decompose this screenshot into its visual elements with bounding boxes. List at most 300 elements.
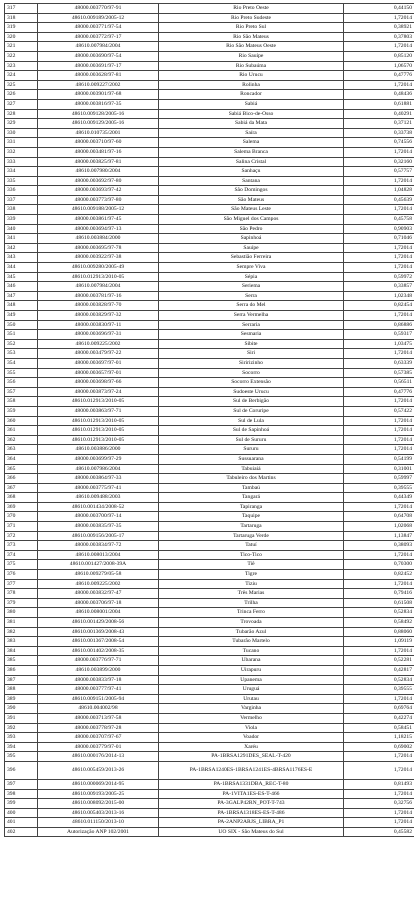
factor-value-cell: 0,59972 (344, 272, 414, 282)
table-row (5, 704, 414, 714)
factor-value-cell: 0,40291 (344, 109, 414, 119)
process-number-cell: 48610.009280/2005-49 (38, 263, 159, 273)
field-name-cell: Serra do Mel (159, 301, 344, 311)
factor-value-cell: 0,82452 (344, 570, 414, 580)
factor-value-cell: 0,47776 (344, 387, 414, 397)
row-number-cell: 338 (5, 205, 38, 215)
field-name-cell: Tico-Tico (159, 550, 344, 560)
field-name-cell: Rio Subaúma (159, 61, 344, 71)
factor-value-cell: 0,56511 (344, 378, 414, 388)
field-name-cell: Sibite (159, 339, 344, 349)
table-row (5, 195, 414, 205)
row-number-cell: 391 (5, 713, 38, 723)
field-name-cell: Rio Preto Oeste (159, 4, 344, 14)
factor-value-cell: 1,03475 (344, 339, 414, 349)
table-row (5, 637, 414, 647)
table-row (5, 416, 414, 426)
factor-value-cell: 1,72014 (344, 263, 414, 273)
field-name-cell: PA-1BRSA1291DES_SEAL-T-420 (159, 752, 344, 762)
row-number-cell: 365 (5, 464, 38, 474)
factor-value-cell: 0,86886 (344, 320, 414, 330)
table-row (5, 176, 414, 186)
process-number-cell: 48000.003698/97-66 (38, 378, 159, 388)
factor-value-cell: 0,58492 (344, 618, 414, 628)
row-number-cell: 326 (5, 90, 38, 100)
table-row (5, 263, 414, 273)
field-name-cell: Santana (159, 176, 344, 186)
row-number-cell: 397 (5, 779, 38, 789)
row-number-cell: 392 (5, 723, 38, 733)
table-row (5, 799, 414, 809)
field-name-cell: Sul de Berbigão (159, 397, 344, 407)
factor-value-cell: 1,72014 (344, 13, 414, 23)
factor-value-cell: 0,57422 (344, 406, 414, 416)
row-number-cell: 348 (5, 301, 38, 311)
row-number-cell: 321 (5, 42, 38, 52)
row-number-cell: 358 (5, 397, 38, 407)
factor-value-cell: 1,72014 (344, 761, 414, 779)
table-row (5, 445, 414, 455)
process-number-cell: 48000.003691/97-17 (38, 61, 159, 71)
row-number-cell: 329 (5, 119, 38, 129)
process-number-cell: 48000.003771/97-54 (38, 23, 159, 33)
field-name-cell: São Miguel dos Campos (159, 215, 344, 225)
row-number-cell: 395 (5, 752, 38, 762)
field-name-cell: Sudoeste Urucu (159, 387, 344, 397)
fields-table (4, 3, 414, 837)
process-number-cell: 48610.007980/2004 (38, 167, 159, 177)
process-number-cell: 48000.003777/97-41 (38, 685, 159, 695)
process-number-cell: 48000.003628/97-81 (38, 71, 159, 81)
table-row (5, 646, 414, 656)
field-name-cell: Uruguá (159, 685, 344, 695)
row-number-cell: 331 (5, 138, 38, 148)
table-row (5, 560, 414, 570)
process-number-cell: 48000.003696/97-31 (38, 330, 159, 340)
factor-value-cell: 0,79416 (344, 589, 414, 599)
table-row (5, 474, 414, 484)
factor-value-cell: 1,72014 (344, 176, 414, 186)
table-row (5, 789, 414, 799)
field-name-cell: Uirapuru (159, 665, 344, 675)
process-number-cell: 48000.003864/97-33 (38, 474, 159, 484)
process-number-cell: 48610.012913/2010-05 (38, 426, 159, 436)
table-row (5, 224, 414, 234)
row-number-cell: 372 (5, 531, 38, 541)
table-row (5, 301, 414, 311)
field-name-cell: Xaréu (159, 742, 344, 752)
row-number-cell: 384 (5, 646, 38, 656)
field-name-cell: Socorro (159, 368, 344, 378)
process-number-cell: 48000.003873/97-24 (38, 387, 159, 397)
row-number-cell: 393 (5, 733, 38, 743)
process-number-cell: 48610.000176/2014-13 (38, 752, 159, 762)
factor-value-cell: 1,72014 (344, 80, 414, 90)
table-row (5, 339, 414, 349)
process-number-cell: 48610.001369/2008-43 (38, 627, 159, 637)
field-name-cell: Tabuiaiá (159, 464, 344, 474)
process-number-cell: 48610.001434/2008-52 (38, 502, 159, 512)
table-row (5, 186, 414, 196)
process-number-cell: 48610.008092/2015-00 (38, 799, 159, 809)
factor-value-cell: 0,39555 (344, 685, 414, 695)
table-row (5, 349, 414, 359)
field-name-cell: Sururu (159, 445, 344, 455)
table-row (5, 128, 414, 138)
row-number-cell: 319 (5, 23, 38, 33)
table-row (5, 483, 414, 493)
factor-value-cell: 1,72014 (344, 147, 414, 157)
process-number-cell: 48610.012913/2010-05 (38, 397, 159, 407)
field-name-cell: Trinca Ferro (159, 608, 344, 618)
field-name-cell: Ubarana (159, 656, 344, 666)
row-number-cell: 324 (5, 71, 38, 81)
process-number-cell: 48610.007984/2004 (38, 282, 159, 292)
field-name-cell: Tangará (159, 493, 344, 503)
process-number-cell: 48610.003884/2000 (38, 234, 159, 244)
process-number-cell: 48610.000069/2014-95 (38, 779, 159, 789)
factor-value-cell: 0,70300 (344, 560, 414, 570)
table-row (5, 435, 414, 445)
row-number-cell: 327 (5, 99, 38, 109)
factor-value-cell: 0,33738 (344, 128, 414, 138)
row-number-cell: 363 (5, 445, 38, 455)
process-number-cell: 48000.003861/97-45 (38, 215, 159, 225)
row-number-cell: 339 (5, 215, 38, 225)
process-number-cell: 48610.009151/2005-94 (38, 694, 159, 704)
row-number-cell: 369 (5, 502, 38, 512)
factor-value-cell: 0,45758 (344, 215, 414, 225)
field-name-cell: Tigre (159, 570, 344, 580)
table-row (5, 656, 414, 666)
field-name-cell: Varginha (159, 704, 344, 714)
row-number-cell: 323 (5, 61, 38, 71)
factor-value-cell: 0,45639 (344, 195, 414, 205)
process-number-cell: 48610.009193/2005-25 (38, 789, 159, 799)
factor-value-cell: 1,72014 (344, 426, 414, 436)
factor-value-cell: 0,71046 (344, 234, 414, 244)
process-number-cell: 48000.003694/97-13 (38, 224, 159, 234)
row-number-cell: 381 (5, 618, 38, 628)
process-number-cell: 48610.001367/2008-54 (38, 637, 159, 647)
table-row (5, 358, 414, 368)
process-number-cell: 48000.003779/97-01 (38, 742, 159, 752)
field-name-cell: Urutau (159, 694, 344, 704)
table-row (5, 291, 414, 301)
field-name-cell: Upanema (159, 675, 344, 685)
process-number-cell: 48610.009189/2005-12 (38, 13, 159, 23)
process-number-cell: 48000.003832/97-47 (38, 589, 159, 599)
factor-value-cell: 0,63339 (344, 358, 414, 368)
row-number-cell: 400 (5, 808, 38, 818)
row-number-cell: 330 (5, 128, 38, 138)
row-number-cell: 375 (5, 560, 38, 570)
factor-value-cell: 0,44349 (344, 493, 414, 503)
factor-value-cell: 1,72014 (344, 253, 414, 263)
field-name-cell: Sabiá da Mata (159, 119, 344, 129)
field-name-cell: PA-1BRSA1331DBA_REC-T-80 (159, 779, 344, 789)
factor-value-cell: 1,09119 (344, 637, 414, 647)
field-name-cell: Tucano (159, 646, 344, 656)
row-number-cell: 340 (5, 224, 38, 234)
table-row (5, 589, 414, 599)
field-name-cell: Tapiranga (159, 502, 344, 512)
field-name-cell: Serra (159, 291, 344, 301)
field-name-cell: Sapinhoá (159, 234, 344, 244)
field-name-cell: Sul de Sapinhoá (159, 426, 344, 436)
field-name-cell: Tartaruga (159, 522, 344, 532)
factor-value-cell: 1,72014 (344, 445, 414, 455)
table-row (5, 253, 414, 263)
row-number-cell: 389 (5, 694, 38, 704)
table-row (5, 675, 414, 685)
factor-value-cell: 0,85120 (344, 51, 414, 61)
factor-value-cell: 1,72014 (344, 502, 414, 512)
table-row (5, 387, 414, 397)
process-number-cell: 48000.003829/97-32 (38, 311, 159, 321)
factor-value-cell: 1,72014 (344, 694, 414, 704)
table-row (5, 243, 414, 253)
process-number-cell: 48000.003697/97-01 (38, 358, 159, 368)
process-number-cell: 48000.003775/97-41 (38, 483, 159, 493)
table-row (5, 13, 414, 23)
field-name-cell: Trovoada (159, 618, 344, 628)
field-name-cell: Salema (159, 138, 344, 148)
table-row (5, 23, 414, 33)
factor-value-cell: 0,31001 (344, 464, 414, 474)
process-number-cell: 48610.009128/2005-16 (38, 109, 159, 119)
row-number-cell: 401 (5, 818, 38, 828)
process-number-cell: 48610.010735/2001 (38, 128, 159, 138)
field-name-cell: Serra Vermelha (159, 311, 344, 321)
factor-value-cell: 0,42817 (344, 665, 414, 675)
row-number-cell: 396 (5, 761, 38, 779)
row-number-cell: 388 (5, 685, 38, 695)
factor-value-cell: 0,90903 (344, 224, 414, 234)
process-number-cell: 48000.003692/97-80 (38, 176, 159, 186)
row-number-cell: 346 (5, 282, 38, 292)
factor-value-cell: 0,59317 (344, 330, 414, 340)
table-row (5, 627, 414, 637)
row-number-cell: 394 (5, 742, 38, 752)
table-row (5, 90, 414, 100)
row-number-cell: 367 (5, 483, 38, 493)
factor-value-cell: 1,72014 (344, 349, 414, 359)
factor-value-cell: 1,72014 (344, 550, 414, 560)
table-row (5, 818, 414, 828)
table-row (5, 51, 414, 61)
process-number-cell: 48000.003825/97-81 (38, 157, 159, 167)
factor-value-cell: 0,42274 (344, 713, 414, 723)
process-number-cell: 48000.003707/97-67 (38, 733, 159, 743)
row-number-cell: 402 (5, 827, 38, 837)
process-number-cell: 48000.003835/97-35 (38, 522, 159, 532)
process-number-cell: 48610.004002/98 (38, 704, 159, 714)
process-number-cell: 48000.003863/97-71 (38, 406, 159, 416)
row-number-cell: 352 (5, 339, 38, 349)
field-name-cell: Sul de Sururu (159, 435, 344, 445)
process-number-cell: 48000.003657/97-01 (38, 368, 159, 378)
table-row (5, 426, 414, 436)
row-number-cell: 355 (5, 368, 38, 378)
row-number-cell: 351 (5, 330, 38, 340)
process-number-cell: 48610.012913/2010-05 (38, 435, 159, 445)
fields-table-body (5, 4, 414, 837)
factor-value-cell: 0,64708 (344, 512, 414, 522)
table-row (5, 752, 414, 762)
factor-value-cell: 0,38093 (344, 541, 414, 551)
table-row (5, 99, 414, 109)
process-number-cell: 48610.009156/2005-17 (38, 531, 159, 541)
row-number-cell: 386 (5, 665, 38, 675)
process-number-cell: 48610.005403/2013-16 (38, 808, 159, 818)
table-row (5, 138, 414, 148)
table-row (5, 234, 414, 244)
table-row (5, 531, 414, 541)
factor-value-cell: 0,61881 (344, 99, 414, 109)
factor-value-cell: 1,72014 (344, 416, 414, 426)
factor-value-cell: 0,81493 (344, 779, 414, 789)
process-number-cell: 48610.001427/2008-39A (38, 560, 159, 570)
table-row (5, 147, 414, 157)
process-number-cell: 48000.003695/97-78 (38, 243, 159, 253)
field-name-cell: São Mateus (159, 195, 344, 205)
table-row (5, 694, 414, 704)
factor-value-cell: 0,54199 (344, 454, 414, 464)
factor-value-cell: 0,88060 (344, 627, 414, 637)
process-number-cell: 48610.009227/2002 (38, 80, 159, 90)
row-number-cell: 328 (5, 109, 38, 119)
row-number-cell: 343 (5, 253, 38, 263)
factor-value-cell: 0,74556 (344, 138, 414, 148)
factor-value-cell: 0,37121 (344, 119, 414, 129)
factor-value-cell: 0,82454 (344, 301, 414, 311)
process-number-cell: 48000.003834/97-72 (38, 541, 159, 551)
table-row (5, 406, 414, 416)
field-name-cell: Rio São Mateus (159, 32, 344, 42)
factor-value-cell: 0,44150 (344, 4, 414, 14)
factor-value-cell: 0,52834 (344, 608, 414, 618)
row-number-cell: 317 (5, 4, 38, 14)
table-row (5, 378, 414, 388)
row-number-cell: 349 (5, 311, 38, 321)
factor-value-cell: 0,61508 (344, 598, 414, 608)
table-row (5, 320, 414, 330)
row-number-cell: 332 (5, 147, 38, 157)
row-number-cell: 337 (5, 195, 38, 205)
row-number-cell: 344 (5, 263, 38, 273)
factor-value-cell: 0,33857 (344, 282, 414, 292)
table-row (5, 109, 414, 119)
field-name-cell: Tiê (159, 560, 344, 570)
process-number-cell: 48000.003781/97-16 (38, 291, 159, 301)
row-number-cell: 345 (5, 272, 38, 282)
row-number-cell: 362 (5, 435, 38, 445)
row-number-cell: 357 (5, 387, 38, 397)
process-number-cell: 48000.003833/97-18 (38, 675, 159, 685)
table-row (5, 541, 414, 551)
row-number-cell: 325 (5, 80, 38, 90)
row-number-cell: 335 (5, 176, 38, 186)
row-number-cell: 368 (5, 493, 38, 503)
process-number-cell: 48610.011150/2013-10 (38, 818, 159, 828)
table-row (5, 808, 414, 818)
table-row (5, 579, 414, 589)
field-name-cell: Siririzinho (159, 358, 344, 368)
process-number-cell: 48000.003830/97-11 (38, 320, 159, 330)
table-row (5, 311, 414, 321)
factor-value-cell: 1,04828 (344, 186, 414, 196)
row-number-cell: 333 (5, 157, 38, 167)
process-number-cell: Autorização ANP 102/2001 (38, 827, 159, 837)
process-number-cell: 48000.003901/97-68 (38, 90, 159, 100)
process-number-cell: 48610.012913/2010-05 (38, 416, 159, 426)
field-name-cell: Trilha (159, 598, 344, 608)
factor-value-cell: 1,72014 (344, 646, 414, 656)
table-row (5, 282, 414, 292)
table-row (5, 368, 414, 378)
field-name-cell: PA-1BRSA1240ES-1BRSA1241ES-4BRSA1176ES-E (159, 761, 344, 779)
table-row (5, 570, 414, 580)
process-number-cell: 48610.009488/2003 (38, 493, 159, 503)
factor-value-cell: 0,32160 (344, 157, 414, 167)
factor-value-cell: 1,72014 (344, 789, 414, 799)
process-number-cell: 48000.003922/97-38 (38, 253, 159, 263)
table-row (5, 522, 414, 532)
process-number-cell: 48610.008001/2004 (38, 608, 159, 618)
row-number-cell: 318 (5, 13, 38, 23)
process-number-cell: 48000.003690/97-54 (38, 51, 159, 61)
row-number-cell: 390 (5, 704, 38, 714)
table-row (5, 119, 414, 129)
field-name-cell: Taquipe (159, 512, 344, 522)
field-name-cell: Sépia (159, 272, 344, 282)
field-name-cell: Sul de Coruripe (159, 406, 344, 416)
process-number-cell: 48000.003828/97-70 (38, 301, 159, 311)
table-row (5, 665, 414, 675)
field-name-cell: Tatuí (159, 541, 344, 551)
field-name-cell: Siri (159, 349, 344, 359)
factor-value-cell: 1,72014 (344, 808, 414, 818)
field-name-cell: Sussuarana (159, 454, 344, 464)
row-number-cell: 350 (5, 320, 38, 330)
row-number-cell: 364 (5, 454, 38, 464)
row-number-cell: 387 (5, 675, 38, 685)
table-row (5, 598, 414, 608)
process-number-cell: 48000.003776/97-71 (38, 656, 159, 666)
factor-value-cell: 0,32756 (344, 799, 414, 809)
process-number-cell: 48610.012913/2010-05 (38, 272, 159, 282)
row-number-cell: 383 (5, 637, 38, 647)
process-number-cell: 48610.009225/2002 (38, 579, 159, 589)
field-name-cell: PA-1BRSA1318ES-ES-T-486 (159, 808, 344, 818)
field-name-cell: Sauípe (159, 243, 344, 253)
field-name-cell: Sul de Lula (159, 416, 344, 426)
row-number-cell: 374 (5, 550, 38, 560)
row-number-cell: 360 (5, 416, 38, 426)
table-row (5, 550, 414, 560)
process-number-cell: 48610.008013/2004 (38, 550, 159, 560)
process-number-cell: 48000.003479/97-22 (38, 349, 159, 359)
factor-value-cell: 1,06570 (344, 61, 414, 71)
factor-value-cell: 1,18215 (344, 733, 414, 743)
table-row (5, 493, 414, 503)
field-name-cell: PA-2ANP2ARJS_LIBRA_P1 (159, 818, 344, 828)
field-name-cell: São Domingos (159, 186, 344, 196)
field-name-cell: Salina Cristal (159, 157, 344, 167)
row-number-cell: 382 (5, 627, 38, 637)
factor-value-cell: 1,72014 (344, 42, 414, 52)
